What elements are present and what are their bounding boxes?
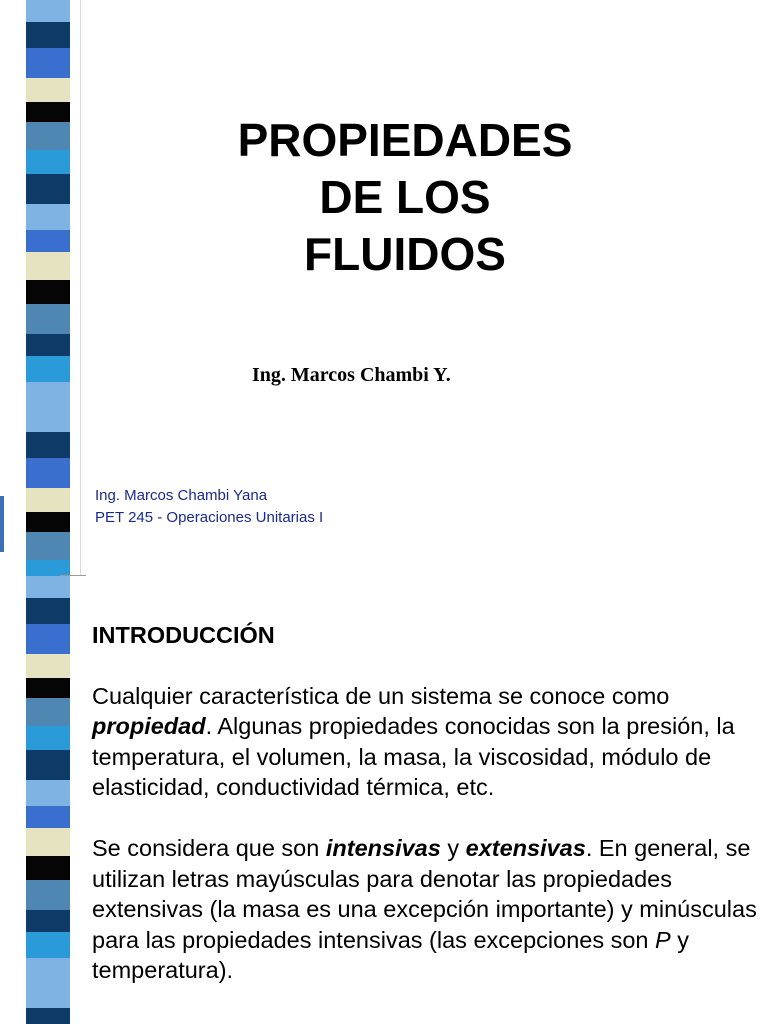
stripe-block — [26, 1008, 70, 1024]
stripe-block — [26, 22, 70, 48]
stripe-block — [26, 828, 70, 856]
stripe-block — [26, 280, 70, 304]
stripe-block — [26, 230, 70, 252]
decorative-stripe — [26, 576, 70, 1024]
footer-author: Ing. Marcos Chambi Yana — [95, 487, 268, 504]
stripe-block — [26, 382, 70, 410]
stripe-block — [26, 654, 70, 678]
stripe-block — [26, 304, 70, 334]
slide-body — [92, 620, 757, 1016]
stripe-block — [26, 174, 70, 204]
text-run: Se considera que son — [92, 835, 326, 861]
footer-course: PET 245 - Operaciones Unitarias I — [95, 509, 324, 526]
stripe-block — [26, 806, 70, 828]
text-run: y temperatura). — [92, 926, 689, 983]
text-run: . En general, se utilizan letras mayúsculas para denotar las propiedades extensivas (la masa es una excepción importante) y minúsculas para las propiedades intensivas (las excepciones son — [92, 835, 757, 953]
text-run: Cualquier característica de un sistema se conoce como — [92, 682, 670, 709]
stripe-block — [26, 856, 70, 880]
stripe-block — [26, 698, 70, 726]
paragraph-intensive-extensive — [92, 833, 757, 986]
stripe-block — [26, 958, 70, 986]
decorative-stripe — [26, 0, 70, 576]
text-run: y — [440, 835, 466, 861]
stripe-block — [26, 122, 70, 150]
stripe-block — [26, 204, 70, 230]
stripe-block — [26, 334, 70, 356]
stripe-block — [26, 780, 70, 806]
stripe-block — [26, 410, 70, 432]
emphasis-term: propiedad — [92, 713, 206, 739]
emphasis-term: intensivas — [325, 835, 441, 861]
stripe-block — [26, 78, 70, 102]
stripe-block — [26, 356, 70, 382]
variable-symbol: P — [655, 926, 671, 953]
stripe-block — [26, 880, 70, 910]
emphasis-term: extensivas — [465, 835, 586, 861]
intro-slide — [0, 576, 768, 1024]
stripe-block — [26, 932, 70, 958]
stripe-block — [26, 986, 70, 1008]
stripe-block — [26, 150, 70, 174]
divider-line — [80, 0, 81, 576]
title-line: PROPIEDADES — [237, 114, 573, 166]
stripe-block — [26, 560, 70, 576]
slide-title — [160, 112, 650, 283]
title-line: FLUIDOS — [304, 228, 506, 280]
stripe-block — [26, 488, 70, 512]
stripe-block — [26, 750, 70, 780]
stripe-block — [26, 532, 70, 560]
section-heading: INTRODUCCIÓN — [92, 622, 275, 648]
stripe-block — [26, 432, 70, 458]
stripe-block — [26, 0, 70, 22]
stripe-block — [26, 458, 70, 488]
stripe-block — [26, 726, 70, 750]
stripe-block — [26, 678, 70, 698]
stripe-block — [26, 910, 70, 932]
paragraph-properties — [92, 681, 757, 803]
stripe-block — [26, 512, 70, 532]
stripe-block — [26, 102, 70, 122]
stripe-block — [26, 598, 70, 624]
text-run: . Algunas propiedades conocidas son la presión, la temperatura, el volumen, la masa, la viscosidad, módulo de elasticidad, conductividad térmica, etc. — [92, 713, 735, 800]
slide-footer — [95, 485, 323, 529]
title-line: DE LOS — [319, 171, 491, 223]
edge-marker — [0, 496, 4, 552]
stripe-block — [26, 48, 70, 78]
stripe-block — [26, 624, 70, 654]
stripe-block — [26, 252, 70, 280]
author-name: Ing. Marcos Chambi Y. — [252, 364, 451, 386]
stripe-block — [26, 576, 70, 598]
